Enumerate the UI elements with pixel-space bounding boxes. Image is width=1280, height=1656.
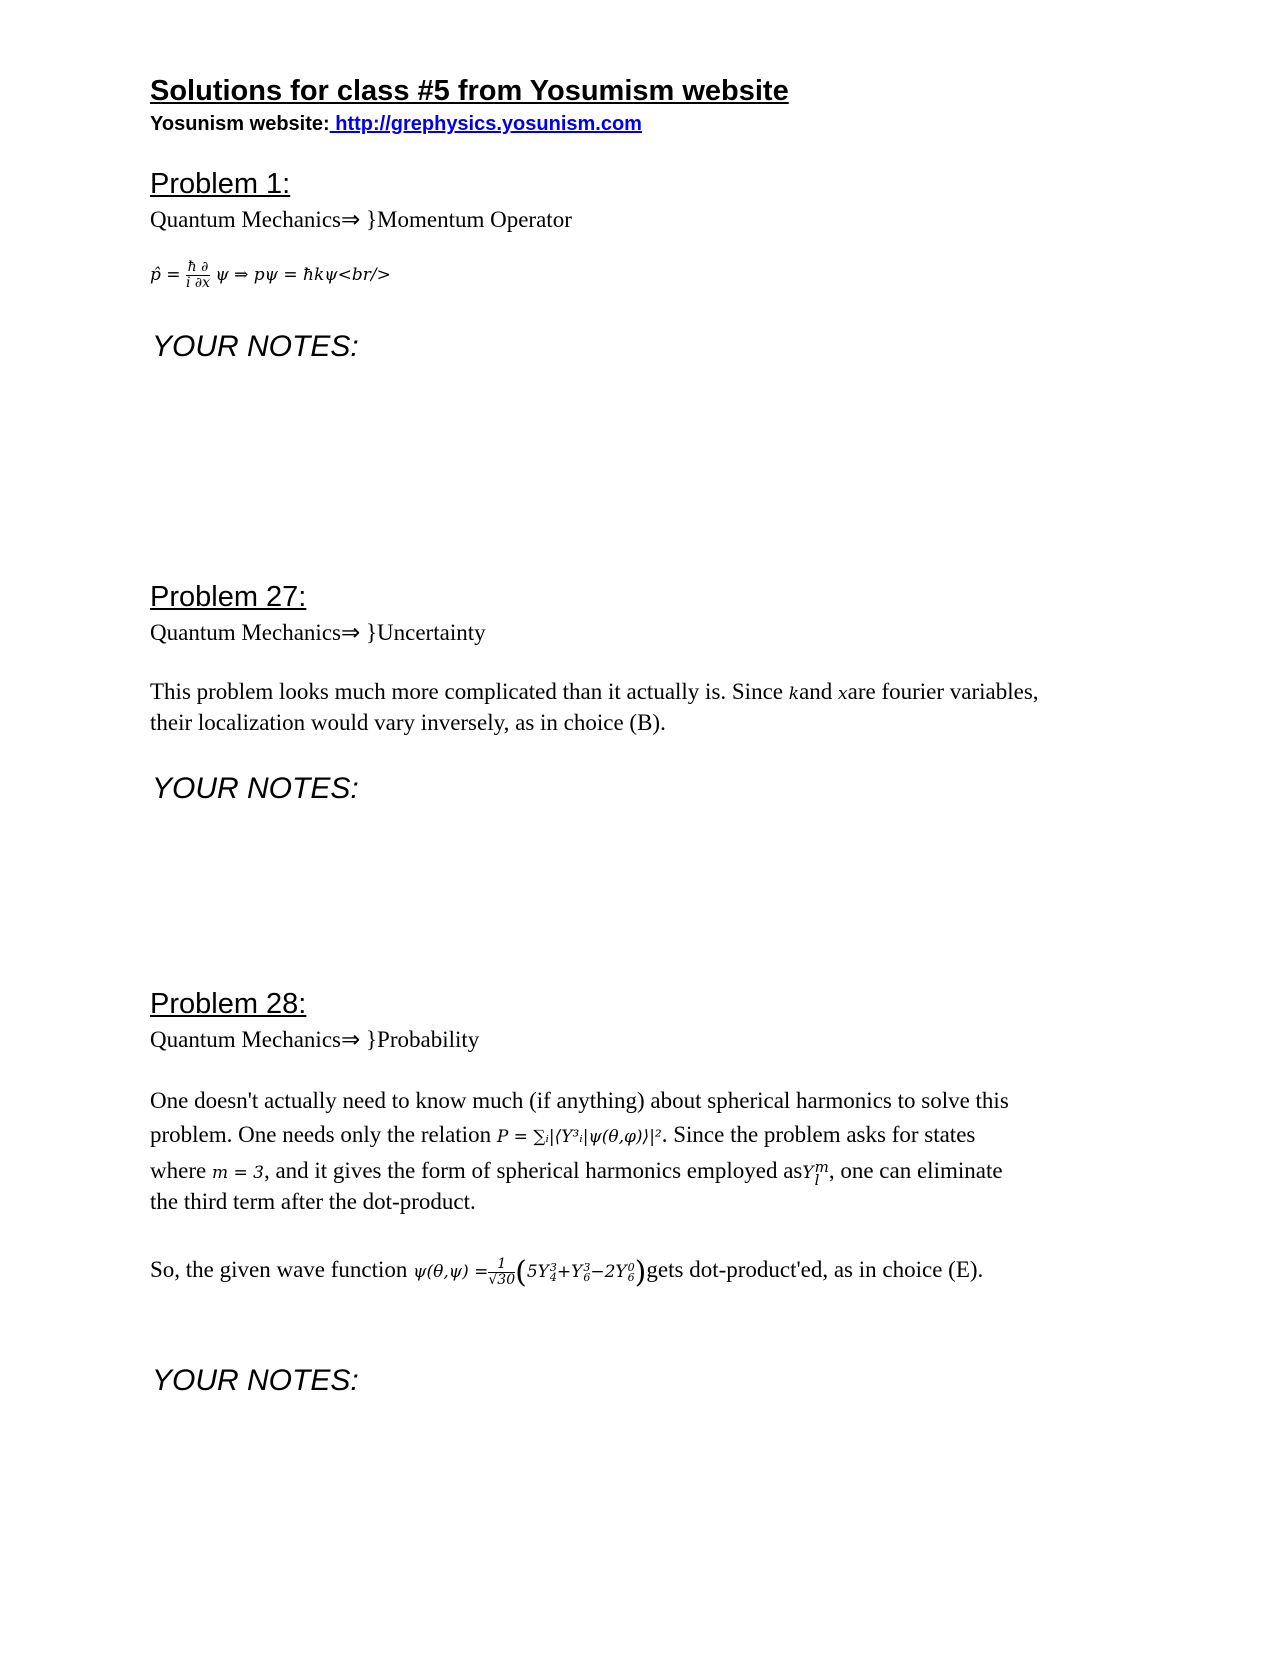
- problem-1-topic: Quantum Mechanics⇒ }Momentum Operator: [150, 207, 572, 232]
- problem-27-notes-label: YOUR NOTES:: [152, 772, 359, 805]
- variable-x: x: [838, 684, 848, 704]
- hbar-over-i-fraction: $\frac{ħ \partial}{i \partial x}$: [185, 259, 210, 291]
- paragraph-line: One doesn't actually need to know much (if anything) about spherical harmonics to solve this: [150, 1088, 1009, 1113]
- website-label: Yosunism website:: [150, 113, 330, 135]
- document-title: Solutions for class #5 from Yosumism website: [150, 75, 789, 107]
- paragraph-line: the third term after the dot-product.: [150, 1189, 476, 1214]
- paragraph-line: This problem looks much more complicated than it actually is. Since kand xare fourier variables,: [150, 679, 1039, 704]
- wave-function-equation: ψ(θ,ψ) = $\frac{1}{√30}$ (5Y 3 4 +Y 3 6 −2Y 0 6 ): [413, 1255, 647, 1290]
- problem-1-heading: Problem 1:: [150, 168, 291, 200]
- problem-28-topic: Quantum Mechanics⇒ }Probability: [150, 1027, 480, 1052]
- spherical-harmonic-ylm: Y m l: [802, 1157, 829, 1189]
- momentum-operator-equation: p̂ = $\frac{ħ \partial}{i \partial x}$ ψ ⇒ pψ = ħkψ<br/>: [150, 259, 391, 291]
- paragraph-line: So, the given wave function ψ(θ,ψ) = $\frac{1}{√30}$ (5Y 3 4 +Y 3 6 −2Y 0 6 )gets dot-product'ed, as in choice (E).: [150, 1255, 984, 1290]
- probability-relation: P = ∑ᵢ|⟨Y³ᵢ|ψ(θ,φ)⟩|²: [496, 1127, 662, 1147]
- variable-k: k: [788, 684, 800, 704]
- problem-28-heading: Problem 28:: [150, 988, 307, 1020]
- wave-function-paragraph: [150, 1254, 1150, 1314]
- paragraph-line: their localization would vary inversely, as in choice (B).: [150, 710, 666, 735]
- paragraph-line: where m = 3, and it gives the form of spherical harmonics employed asY m l , one can eliminate: [150, 1157, 1003, 1189]
- one-over-root-30-fraction: $\frac{1}{√30}$: [488, 1256, 516, 1288]
- problem-27-heading: Problem 27:: [150, 581, 307, 613]
- problem-27-topic: Quantum Mechanics⇒ }Uncertainty: [150, 620, 486, 645]
- problem-1-notes-label: YOUR NOTES:: [152, 330, 359, 363]
- website-link[interactable]: http://grephysics.yosunism.com: [329, 113, 642, 135]
- problem-28-notes-label: YOUR NOTES:: [152, 1364, 359, 1397]
- m-equals-3: m = 3: [211, 1163, 264, 1183]
- problem-27-explanation: [150, 676, 1130, 746]
- website-line: [150, 113, 642, 136]
- paragraph-line: problem. One needs only the relation P = ∑ᵢ|⟨Y³ᵢ|ψ(θ,φ)⟩|². Since the problem asks for states: [150, 1122, 976, 1147]
